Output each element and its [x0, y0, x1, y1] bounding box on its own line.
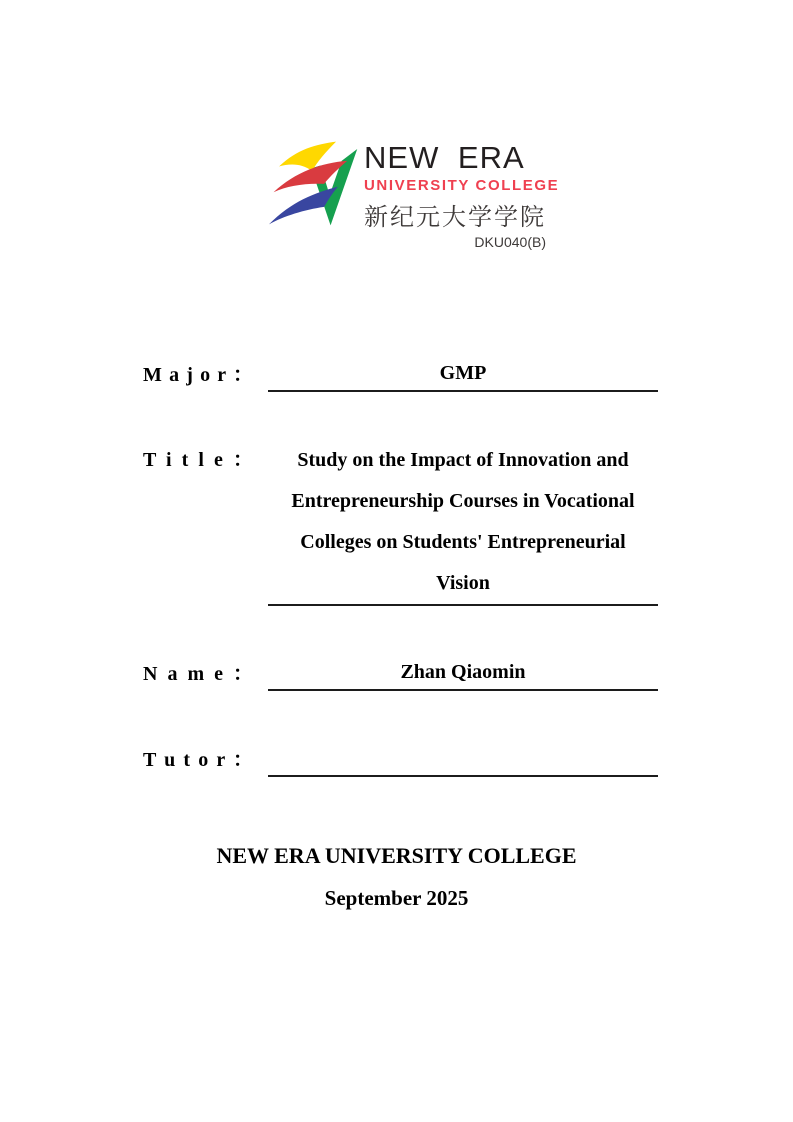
tutor-label: T u t o r ： — [143, 749, 253, 771]
name-value-line — [268, 655, 658, 691]
title-label: T i t l e ： — [143, 449, 253, 471]
logo-wordmark: NEW ERA — [364, 140, 525, 175]
tutor-value-line — [268, 741, 658, 777]
title-line: Entrepreneurship Courses in Vocational — [291, 490, 635, 512]
name-value: Zhan Qiaomin — [400, 661, 526, 683]
title-field-row — [143, 440, 658, 606]
logo-text-block — [364, 137, 560, 250]
title-line: Study on the Impact of Innovation and — [297, 449, 629, 471]
major-value: GMP — [439, 362, 487, 384]
logo-chinese-name: 新纪元大学学院 — [364, 204, 546, 231]
title-line: Colleges on Students' Entrepreneurial — [300, 531, 626, 553]
major-field-row — [143, 356, 658, 392]
tutor-field-row — [143, 741, 658, 777]
university-logo — [268, 137, 560, 250]
title-line: Vision — [436, 572, 490, 594]
logo-accreditation-code: DKU040(B) — [474, 234, 546, 250]
logo-subtitle: UNIVERSITY COLLEGE — [364, 177, 560, 194]
name-field-row — [143, 655, 658, 691]
title-value-block — [268, 440, 658, 606]
major-value-line — [268, 356, 658, 392]
major-label: M a j o r ： — [143, 364, 253, 386]
footer-institution: NEW ERA UNIVERSITY COLLEGE — [216, 843, 577, 868]
footer-date: September 2025 — [324, 886, 469, 910]
logo-mark-icon — [268, 137, 360, 229]
name-label: N a m e ： — [143, 663, 253, 685]
